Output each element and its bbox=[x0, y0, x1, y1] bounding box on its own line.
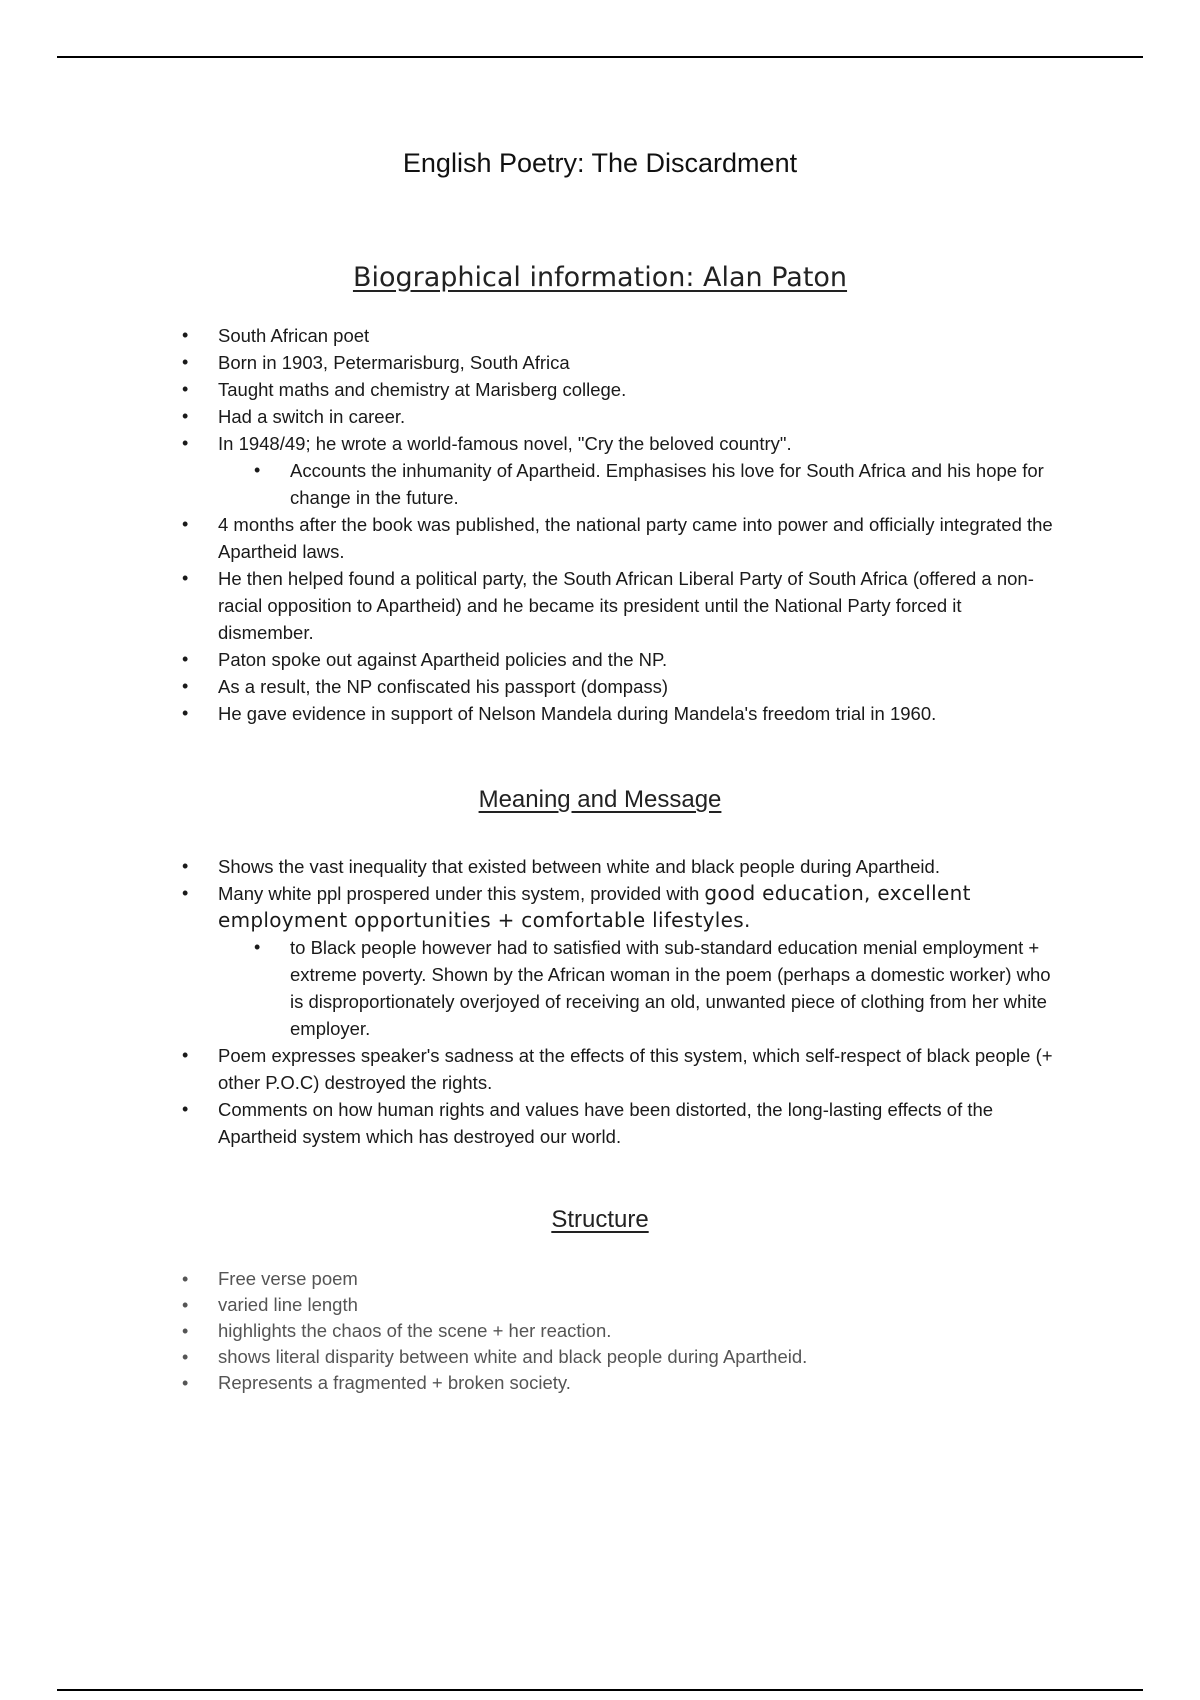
list-item: • Poem expresses speaker's sadness at the effects of this system, which self-respect of black people (+ other P.O.C) destroyed the rights. bbox=[182, 1042, 1062, 1096]
bio-heading-text: Biographical information: Alan Paton bbox=[352, 262, 848, 293]
bio-list bbox=[182, 322, 1062, 727]
structure-list bbox=[182, 1266, 1062, 1396]
list-item: • Born in 1903, Petermarisburg, South Africa bbox=[182, 349, 1062, 376]
bottom-rule bbox=[57, 1689, 1143, 1691]
list-item: • As a result, the NP confiscated his passport (dompass) bbox=[182, 673, 1062, 700]
structure-heading bbox=[0, 1206, 1200, 1234]
list-item: • In 1948/49; he wrote a world-famous novel, "Cry the beloved country". bbox=[182, 430, 1062, 457]
list-item-text: Many white ppl prospered under this system, provided with bbox=[218, 883, 700, 904]
list-subitem: • Accounts the inhumanity of Apartheid. Emphasises his love for South Africa and his hope for change in the future. bbox=[182, 457, 1062, 511]
list-item: • South African poet bbox=[182, 322, 1062, 349]
list-item: • highlights the chaos of the scene + her reaction. bbox=[182, 1318, 1062, 1344]
bio-heading bbox=[0, 262, 1200, 293]
list-item: • He then helped found a political party, the South African Liberal Party of South Africa (offered a non-racial opposition to Apartheid) and he became its president until the National Party forced it dismember. bbox=[182, 565, 1062, 646]
list-item: • shows literal disparity between white and black people during Apartheid. bbox=[182, 1344, 1062, 1370]
list-item-emphasis: good education, excellent employment opportunities + comfortable lifestyles. bbox=[218, 881, 971, 932]
list-item: • Shows the vast inequality that existed between white and black people during Apartheid. bbox=[182, 853, 1062, 880]
list-item: • Represents a fragmented + broken society. bbox=[182, 1370, 1062, 1396]
meaning-heading bbox=[0, 786, 1200, 814]
list-item: • 4 months after the book was published, the national party came into power and officially integrated the Apartheid laws. bbox=[182, 511, 1062, 565]
list-item: • He gave evidence in support of Nelson Mandela during Mandela's freedom trial in 1960. bbox=[182, 700, 1062, 727]
meaning-heading-text: Meaning and Message bbox=[478, 786, 722, 813]
structure-heading-text: Structure bbox=[551, 1206, 649, 1233]
list-item: • Taught maths and chemistry at Marisberg college. bbox=[182, 376, 1062, 403]
list-subitem: • to Black people however had to satisfied with sub-standard education menial employment + extreme poverty. Shown by the African woman in the poem (perhaps a domestic worker) who is disproportionately overjoyed of receiving an old, unwanted piece of clothing from her white employer. bbox=[182, 934, 1062, 1042]
list-item: • varied line length bbox=[182, 1292, 1062, 1318]
list-item: • Paton spoke out against Apartheid policies and the NP. bbox=[182, 646, 1062, 673]
list-item: • Had a switch in career. bbox=[182, 403, 1062, 430]
list-item bbox=[182, 880, 1062, 934]
top-rule bbox=[57, 56, 1143, 58]
list-item: • Free verse poem bbox=[182, 1266, 1062, 1292]
document-title: English Poetry: The Discardment bbox=[402, 148, 798, 178]
list-item: • Comments on how human rights and values have been distorted, the long-lasting effects of the Apartheid system which has destroyed our world. bbox=[182, 1096, 1062, 1150]
meaning-list bbox=[182, 853, 1062, 1150]
